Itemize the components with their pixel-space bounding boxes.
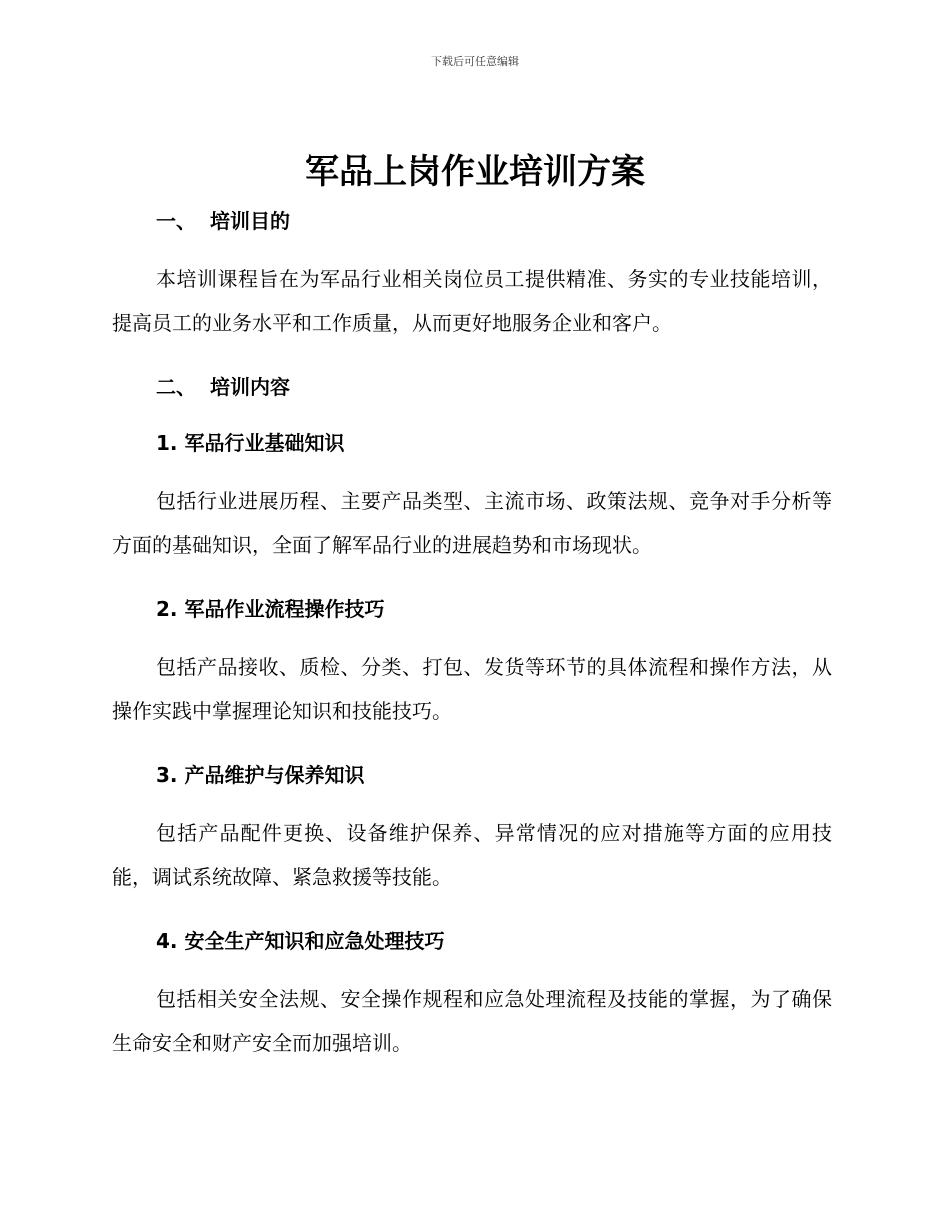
section-number: 一、 (156, 209, 196, 233)
subsection-heading-3: 3. 产品维护与保养知识 (156, 763, 365, 787)
paragraph-3: 包括产品配件更换、设备维护保养、异常情况的应对措施等方面的应用技能，调试系统故障、紧急救援等技能。 (112, 821, 832, 889)
header-note: 下载后可任意编辑 (431, 55, 519, 68)
subsection-heading-2: 2. 军品作业流程操作技巧 (156, 597, 385, 621)
paragraph-purpose: 本培训课程旨在为军品行业相关岗位员工提供精准、务实的专业技能培训，提高员工的业务水平和工作质量，从而更好地服务企业和客户。 (112, 267, 832, 335)
section-heading-content (112, 371, 832, 403)
paragraph-2: 包括产品接收、质检、分类、打包、发货等环节的具体流程和操作方法，从操作实践中掌握理论知识和技能技巧。 (112, 655, 832, 723)
paragraph-4: 包括相关安全法规、安全操作规程和应急处理流程及技能的掌握，为了确保生命安全和财产安全而加强培训。 (112, 987, 832, 1055)
paragraph-1: 包括行业进展历程、主要产品类型、主流市场、政策法规、竞争对手分析等方面的基础知识，全面了解军品行业的进展趋势和市场现状。 (112, 489, 832, 557)
section-title: 培训目的 (210, 209, 290, 233)
subsection-heading-1: 1. 军品行业基础知识 (156, 431, 345, 455)
section-heading-purpose (112, 205, 832, 237)
section-title: 培训内容 (210, 375, 290, 399)
section-number: 二、 (156, 375, 196, 399)
document-title: 军品上岗作业培训方案 (305, 152, 645, 192)
subsection-heading-4: 4. 安全生产知识和应急处理技巧 (156, 929, 445, 953)
document-body (112, 205, 832, 1065)
